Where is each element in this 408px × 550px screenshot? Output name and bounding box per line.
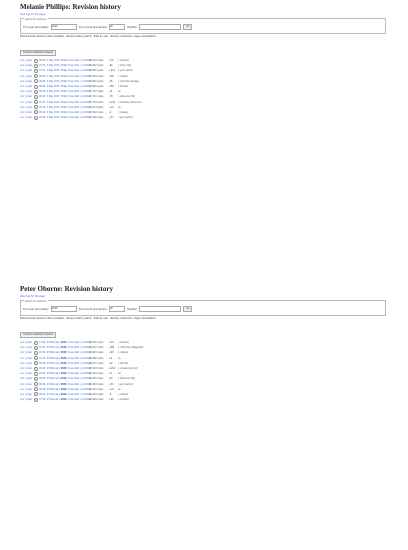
revision-user-link[interactable]: Philip Cross (talk | contribs) (61, 382, 92, 386)
revision-user-link[interactable]: Philip Cross (talk | contribs) (61, 90, 92, 94)
compare-radio[interactable] (34, 392, 38, 396)
cur-prev-links[interactable]: (cur | prev) (20, 64, 33, 68)
revision-date-link[interactable]: 07:55, 23 February 2017 (39, 398, 67, 402)
revision-size: 27,606 bytes (89, 116, 104, 120)
revision-delta: +71 (109, 116, 114, 120)
view-logs-link[interactable]: View logs for this page (20, 295, 45, 298)
compare-radio[interactable] (34, 90, 38, 94)
revision-delta: +6 (109, 90, 113, 94)
page-title: Peter Oborne: Revision history (20, 285, 113, 293)
revision-delta: +31 (109, 382, 114, 386)
cur-prev-links[interactable]: (cur | prev) (20, 74, 33, 78)
revision-user-link[interactable]: Philip Cross (talk | contribs) (61, 116, 92, 120)
cur-prev-links[interactable]: (cur | prev) (20, 382, 33, 386)
edit-summary: (→Early life) (118, 64, 132, 68)
revision-user-link[interactable]: Philip Cross (talk | contribs) (61, 85, 92, 89)
tag-filter-label: Tag filter: (127, 307, 138, 311)
cur-prev-links[interactable]: (cur | prev) (20, 367, 33, 371)
compare-radio[interactable] (34, 356, 38, 360)
revision-date-link[interactable]: 08:11, 23 February 2017 (39, 392, 67, 396)
cur-prev-links[interactable]: (cur | prev) (20, 95, 33, 99)
revision-delta: +12 (109, 105, 114, 109)
cur-prev-links[interactable]: (cur | prev) (20, 361, 33, 365)
revision-size: 27,602 bytes (89, 110, 104, 114)
revision-user-link[interactable]: Philip Cross (talk | contribs) (61, 64, 92, 68)
compare-radio[interactable] (34, 367, 38, 371)
edit-summary: (→Views) (118, 74, 128, 78)
revision-date-link[interactable]: 05:12, 3 May 2019 (39, 110, 60, 114)
revision-size: 27,992 bytes (89, 64, 104, 68)
revision-size: 29,439 bytes (89, 372, 104, 376)
revision-delta: -33 (109, 95, 113, 99)
revision-delta: -108 (109, 346, 114, 350)
edit-summary: (→Journalism) (118, 69, 134, 73)
revision-delta: +212 (109, 69, 116, 73)
revision-delta: -15 (109, 79, 113, 83)
edit-summary: (→Career) (118, 341, 129, 345)
cur-prev-links[interactable]: (cur | prev) (20, 85, 33, 89)
revision-size: 29,452 bytes (89, 387, 104, 391)
external-tools[interactable]: External tools: Revision history statistics · Revision history search · Edits by user · Number of watchers · Page view statistics (20, 317, 156, 320)
compare-radio[interactable] (34, 116, 38, 120)
external-tools[interactable]: External tools: Revision history statistics · Revision history search · Edits by user · Number of watchers · Page view statistics (20, 35, 156, 38)
cur-prev-links[interactable]: (cur | prev) (20, 356, 33, 360)
page-title: Melanie Phillips: Revision history (20, 3, 121, 11)
revision-delta: +24 (109, 341, 114, 345)
revision-user-link[interactable]: Philip Cross (talk | contribs) (61, 372, 92, 376)
revision-size: 29,593 bytes (89, 367, 104, 371)
revision-size: 27,849 bytes (89, 74, 104, 78)
revision-user-link[interactable]: Philip Cross (talk | contribs) (61, 110, 92, 114)
revision-date-link[interactable]: 08:30, 23 February 2017 (39, 387, 67, 391)
revision-user-link[interactable]: Philip Cross (talk | contribs) (61, 341, 92, 345)
cur-prev-links[interactable]: (cur | prev) (20, 100, 33, 104)
edit-summary: (→Books) (118, 85, 129, 89)
compare-radio[interactable] (34, 100, 38, 104)
cur-prev-links[interactable]: (cur | prev) (20, 59, 33, 63)
edit-summary: ce (118, 372, 121, 376)
cur-prev-links[interactable]: (cur | prev) (20, 341, 33, 345)
revision-size: 27,614 bytes (89, 105, 104, 109)
revision-user-link[interactable]: Philip Cross (talk | contribs) (61, 59, 92, 63)
compare-radio[interactable] (34, 95, 38, 99)
cur-prev-links[interactable]: (cur | prev) (20, 105, 33, 109)
revision-user-link[interactable]: Philip Cross (talk | contribs) (61, 377, 92, 381)
compare-radio[interactable] (34, 377, 38, 381)
revision-date-link[interactable]: 10:47, 23 February 2017 (39, 346, 67, 350)
revision-user-link[interactable]: Philip Cross (talk | contribs) (61, 100, 92, 104)
revision-size: 29,434 bytes (89, 392, 104, 396)
revision-size: 29,561 bytes (89, 341, 104, 345)
history-section-2 (20, 285, 386, 402)
compare-radio[interactable] (34, 346, 38, 350)
year-input[interactable]: 2019 (51, 24, 77, 30)
edit-summary: (→Views) (118, 110, 128, 114)
history-section-1 (20, 3, 386, 120)
cur-prev-links[interactable]: (cur | prev) (20, 387, 33, 391)
edit-summary: ce (118, 356, 121, 360)
revision-date-link[interactable]: 11:05, 23 February 2017 (39, 341, 67, 345)
year-input[interactable]: 2019 (51, 306, 77, 312)
revision-user-link[interactable]: Philip Cross (talk | contribs) (61, 95, 92, 99)
compare-radio[interactable] (34, 59, 38, 63)
revision-user-link[interactable]: Philip Cross (talk | contribs) (61, 79, 92, 83)
cur-prev-links[interactable]: (cur | prev) (20, 372, 33, 376)
compare-revisions-button[interactable]: Compare selected revisions (20, 332, 56, 338)
cur-prev-links[interactable]: (cur | prev) (20, 79, 33, 83)
cur-prev-links[interactable]: (cur | prev) (20, 69, 33, 73)
revision-row (20, 397, 386, 402)
revision-date-link[interactable]: 06:18, 3 May 2019 (39, 90, 60, 94)
revision-size: 29,537 bytes (89, 346, 104, 350)
revision-list (20, 58, 386, 120)
tag-filter-input[interactable] (139, 24, 181, 30)
compare-radio[interactable] (34, 85, 38, 89)
revision-size: 27,721 bytes (89, 95, 104, 99)
revision-delta: +3 (109, 372, 113, 376)
revision-delta: +65 (109, 351, 114, 355)
revision-size: 27,816 bytes (89, 85, 104, 89)
cur-prev-links[interactable]: (cur | prev) (20, 392, 33, 396)
search-legend: Search for revisions (25, 17, 47, 21)
cur-prev-links[interactable]: (cur | prev) (20, 346, 33, 350)
edit-summary: (→The Daily Telegraph) (118, 346, 144, 350)
revision-size: 28,061 bytes (89, 69, 104, 73)
revision-search-box (20, 300, 386, 316)
edit-summary: (→Books) (118, 361, 129, 365)
revision-user-link[interactable]: Philip Cross (talk | contribs) (61, 74, 92, 78)
go-button[interactable]: Go (183, 24, 192, 30)
cur-prev-links[interactable]: (cur | prev) (20, 398, 33, 402)
revision-delta: +48 (109, 74, 114, 78)
revision-size: 29,580 bytes (89, 356, 104, 360)
edit-summary: (→Climate change) (118, 79, 139, 83)
revision-date-link[interactable]: 07:11, 3 May 2019 (39, 69, 60, 73)
revision-delta: +9 (109, 356, 113, 360)
compare-revisions-button[interactable]: Compare selected revisions (20, 50, 56, 56)
edit-summary: ce (118, 90, 121, 94)
revision-date-link[interactable]: 09:40, 23 February 2017 (39, 367, 67, 371)
revision-user-link[interactable]: Philip Cross (talk | contribs) (61, 361, 92, 365)
revision-size: 29,645 bytes (89, 351, 104, 355)
revision-date-link[interactable]: 10:12, 23 February 2017 (39, 356, 67, 360)
revision-date-link[interactable]: 09:21, 23 February 2017 (39, 372, 67, 376)
revision-size: 29,483 bytes (89, 382, 104, 386)
revision-date-link[interactable]: 08:52, 3 May 2019 (39, 59, 60, 63)
revision-user-link[interactable]: Philip Cross (talk | contribs) (61, 367, 92, 371)
revision-user-link[interactable]: Philip Cross (talk | contribs) (61, 105, 92, 109)
revision-delta: -6 (109, 392, 112, 396)
edit-summary: (→Personal life) (118, 377, 135, 381)
compare-radio[interactable] (34, 105, 38, 109)
edit-summary: (→Career) (118, 398, 129, 402)
revision-delta: +89 (109, 85, 114, 89)
from-year-label: From year (and earlier): (23, 307, 49, 311)
compare-radio[interactable] (34, 64, 38, 68)
compare-radio[interactable] (34, 110, 38, 114)
revision-date-link[interactable]: 07:31, 3 May 2019 (39, 64, 60, 68)
revision-date-link[interactable]: 04:59, 3 May 2019 (39, 116, 60, 120)
edit-summary: (→Career) add ref (118, 367, 138, 371)
revision-user-link[interactable]: Philip Cross (talk | contribs) (61, 351, 92, 355)
edit-summary: (→Personal life) (118, 95, 135, 99)
revision-size: 27,801 bytes (89, 79, 104, 83)
compare-radio[interactable] (34, 74, 38, 78)
edit-summary: (→Career) add source (118, 100, 142, 104)
compare-radio[interactable] (34, 341, 38, 345)
revision-date-link[interactable]: 09:58, 23 February 2017 (39, 361, 67, 365)
revision-delta: +18 (109, 387, 114, 391)
cur-prev-links[interactable]: (cur | prev) (20, 90, 33, 94)
revision-user-link[interactable]: Philip Cross (talk | contribs) (61, 69, 92, 73)
revision-delta: -22 (109, 361, 113, 365)
revision-size: 27,754 bytes (89, 100, 104, 104)
revision-date-link[interactable]: 09:03, 23 February 2017 (39, 377, 67, 381)
revision-date-link[interactable]: 06:30, 3 May 2019 (39, 85, 60, 89)
revision-user-link[interactable]: Philip Cross (talk | contribs) (61, 387, 92, 391)
revision-delta: +15 (109, 59, 114, 63)
edit-summary: (→Views) (118, 351, 128, 355)
tag-filter-input[interactable] (139, 306, 181, 312)
revision-delta: -4 (109, 110, 112, 114)
revision-list (20, 340, 386, 402)
cur-prev-links[interactable]: (cur | prev) (20, 110, 33, 114)
edit-summary: ce (118, 387, 121, 391)
revision-delta: +92 (109, 398, 114, 402)
compare-radio[interactable] (34, 387, 38, 391)
revision-delta: +154 (109, 367, 116, 371)
revision-date-link[interactable]: 06:55, 3 May 2019 (39, 74, 60, 78)
compare-radio[interactable] (34, 351, 38, 355)
revision-size: 29,571 bytes (89, 361, 104, 365)
revision-size: 29,436 bytes (89, 377, 104, 381)
revision-row (20, 115, 386, 120)
compare-radio[interactable] (34, 372, 38, 376)
revision-size: 28,007 bytes (89, 59, 104, 63)
compare-radio[interactable] (34, 382, 38, 386)
revision-size: 29,440 bytes (89, 398, 104, 402)
revision-user-link[interactable]: Philip Cross (talk | contribs) (61, 398, 92, 402)
revision-size: 27,727 bytes (89, 90, 104, 94)
revision-user-link[interactable]: Philip Cross (talk | contribs) (61, 392, 92, 396)
cur-prev-links[interactable]: (cur | prev) (20, 351, 33, 355)
edit-summary: (→Journalism) (118, 116, 134, 120)
revision-search-box (20, 18, 386, 34)
compare-radio[interactable] (34, 69, 38, 73)
revision-date-link[interactable]: 10:31, 23 February 2017 (39, 351, 67, 355)
revision-date-link[interactable]: 06:01, 3 May 2019 (39, 95, 60, 99)
search-legend: Search for revisions (25, 299, 47, 303)
revision-date-link[interactable]: 05:30, 3 May 2019 (39, 105, 60, 109)
compare-radio[interactable] (34, 361, 38, 365)
revision-date-link[interactable]: 08:49, 23 February 2017 (39, 382, 67, 386)
view-logs-link[interactable]: View logs for this page (20, 13, 45, 16)
compare-radio[interactable] (34, 398, 38, 402)
revision-user-link[interactable]: Philip Cross (talk | contribs) (61, 346, 92, 350)
edit-summary: (→Views) (118, 392, 128, 396)
month-label: From month (and earlier): (79, 25, 108, 29)
month-label: From month (and earlier): (79, 307, 108, 311)
cur-prev-links[interactable]: (cur | prev) (20, 377, 33, 381)
month-select[interactable]: all (109, 24, 125, 30)
revision-date-link[interactable]: 05:47, 3 May 2019 (39, 100, 60, 104)
month-select[interactable]: all (109, 306, 125, 312)
cur-prev-links[interactable]: (cur | prev) (20, 116, 33, 120)
revision-delta: +140 (109, 100, 116, 104)
revision-delta: -69 (109, 64, 113, 68)
edit-summary: (→Career) (118, 59, 129, 63)
from-year-label: From year (and earlier): (23, 25, 49, 29)
edit-summary: (→Journalism) (118, 382, 134, 386)
edit-summary: ce (118, 105, 121, 109)
compare-radio[interactable] (34, 79, 38, 83)
revision-date-link[interactable]: 06:42, 3 May 2019 (39, 79, 60, 83)
revision-user-link[interactable]: Philip Cross (talk | contribs) (61, 356, 92, 360)
revision-delta: -47 (109, 377, 113, 381)
tag-filter-label: Tag filter: (127, 25, 138, 29)
go-button[interactable]: Go (183, 306, 192, 312)
